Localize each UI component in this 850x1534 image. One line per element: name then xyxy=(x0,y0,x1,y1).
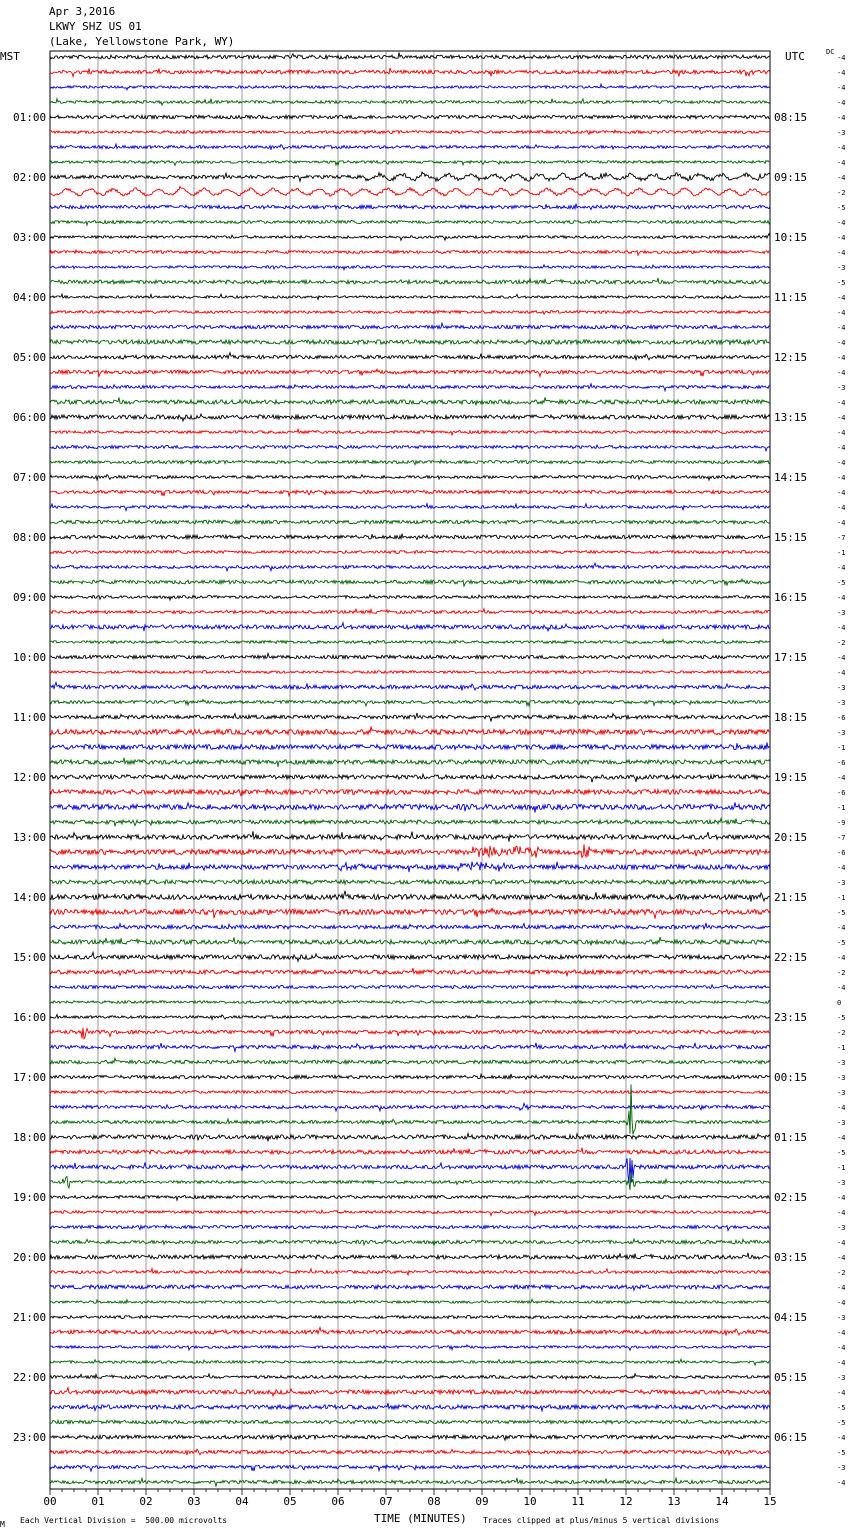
left-hour-label: 19:00 xyxy=(13,1191,47,1204)
dc-offset-label: -4 xyxy=(837,69,846,77)
trace-line xyxy=(50,1133,770,1141)
right-hour-label: 00:15 xyxy=(774,1071,808,1084)
right-hour-label: 03:15 xyxy=(774,1251,808,1264)
trace-line xyxy=(50,639,770,644)
dc-offset-label: -4 xyxy=(837,1239,846,1247)
trace-line xyxy=(50,1103,770,1111)
dc-offset-label: -4 xyxy=(837,1209,846,1217)
trace-line xyxy=(50,831,770,841)
trace-line xyxy=(50,278,770,284)
dc-offset-label: -4 xyxy=(837,294,846,302)
dc-offset-label: -4 xyxy=(837,564,846,572)
trace-line xyxy=(50,340,770,345)
trace-line xyxy=(50,802,770,812)
dc-offset-label: -5 xyxy=(837,1014,846,1022)
dc-offset-label: -1 xyxy=(837,744,846,752)
trace-line xyxy=(50,1239,770,1246)
dc-offset-label: -6 xyxy=(837,714,846,722)
dc-offset-label: -3 xyxy=(837,1464,846,1472)
trace-line xyxy=(50,682,770,690)
trace-line xyxy=(50,84,770,90)
trace-line xyxy=(50,1299,770,1303)
trace-line xyxy=(50,1374,770,1379)
dc-offset-label: -4 xyxy=(837,624,846,632)
dc-offset-label: -4 xyxy=(837,219,846,227)
trace-line xyxy=(50,520,770,524)
left-hour-label: 16:00 xyxy=(13,1011,47,1024)
right-hour-label: 06:15 xyxy=(774,1431,808,1444)
dc-offset-label: -1 xyxy=(837,1164,846,1172)
right-hour-label: 17:15 xyxy=(774,651,808,664)
dc-offset-label: -3 xyxy=(837,699,846,707)
trace-line xyxy=(50,1285,770,1290)
trace-line xyxy=(50,742,770,749)
x-tick-label: 03 xyxy=(187,1495,201,1508)
dc-offset-label: -4 xyxy=(837,354,846,362)
trace-line xyxy=(50,1449,770,1455)
x-tick-label: 00 xyxy=(43,1495,57,1508)
trace-line xyxy=(50,265,770,270)
right-hour-label: 18:15 xyxy=(774,711,808,724)
dc-offset-label: -3 xyxy=(837,1074,846,1082)
dc-offset-label: -4 xyxy=(837,459,846,467)
dc-offset-label: -6 xyxy=(837,759,846,767)
dc-offset-label: -1 xyxy=(837,549,846,557)
x-tick-label: 06 xyxy=(331,1495,345,1508)
clip-note: Traces clipped at plus/minus 5 vertical divisions xyxy=(483,1516,720,1525)
trace-line xyxy=(50,384,770,391)
x-tick-label: 11 xyxy=(571,1495,585,1508)
dc-offset-label: -4 xyxy=(837,654,846,662)
x-tick-label: 07 xyxy=(379,1495,393,1508)
trace-line xyxy=(50,774,770,782)
x-tick-label: 13 xyxy=(667,1495,681,1508)
dc-offset-label: -4 xyxy=(837,489,846,497)
dc-offset-label: -4 xyxy=(837,774,846,782)
dc-offset-label: -5 xyxy=(837,579,846,587)
left-hour-label: 15:00 xyxy=(13,951,47,964)
left-hour-label: 02:00 xyxy=(13,171,47,184)
trace-line xyxy=(50,985,770,989)
dc-offset-label: -5 xyxy=(837,939,846,947)
trace-line xyxy=(50,186,770,196)
dc-offset-label: -1 xyxy=(837,894,846,902)
dc-offset-label: -5 xyxy=(837,204,846,212)
trace-line xyxy=(50,99,770,106)
x-tick-label: 02 xyxy=(139,1495,153,1508)
trace-line xyxy=(50,1043,770,1052)
right-hour-label: 10:15 xyxy=(774,231,808,244)
trace-line xyxy=(50,1345,770,1350)
left-hour-label: 01:00 xyxy=(13,111,47,124)
left-hour-label: 08:00 xyxy=(13,531,47,544)
trace-line xyxy=(50,250,770,255)
trace-line xyxy=(50,130,770,134)
trace-line xyxy=(50,323,770,329)
dc-offset-label: -4 xyxy=(837,99,846,107)
trace-line xyxy=(50,172,770,181)
trace-line xyxy=(50,844,770,857)
trace-line xyxy=(50,700,770,706)
left-hour-label: 06:00 xyxy=(13,411,47,424)
dc-offset-label: -4 xyxy=(837,429,846,437)
trace-line xyxy=(50,563,770,571)
left-hour-label: 12:00 xyxy=(13,771,47,784)
dc-offset-label: -3 xyxy=(837,264,846,272)
left-hour-label: 03:00 xyxy=(13,231,47,244)
dc-offset-label: -4 xyxy=(837,1104,846,1112)
trace-line xyxy=(50,609,770,614)
left-hour-label: 22:00 xyxy=(13,1371,47,1384)
dc-offset-label: -4 xyxy=(837,1434,846,1442)
dc-offset-label: 0 xyxy=(837,999,842,1007)
trace-line xyxy=(50,1359,770,1365)
trace-line xyxy=(50,504,770,511)
right-hour-label: 13:15 xyxy=(774,411,808,424)
dc-offset-label: -4 xyxy=(837,234,846,242)
right-hour-label: 11:15 xyxy=(774,291,808,304)
dc-offset-label: -5 xyxy=(837,1404,846,1412)
right-hour-label: 16:15 xyxy=(774,591,808,604)
dc-offset-label: -4 xyxy=(837,1284,846,1292)
trace-line xyxy=(50,311,770,315)
trace-line xyxy=(50,204,770,210)
x-tick-label: 12 xyxy=(619,1495,633,1508)
trace-line xyxy=(50,475,770,481)
dc-offset-label: -6 xyxy=(837,849,846,857)
left-hour-label: 13:00 xyxy=(13,831,47,844)
trace-line xyxy=(50,534,770,540)
trace-line xyxy=(50,53,770,60)
dc-offset-label: -5 xyxy=(837,1419,846,1427)
right-hour-label: 12:15 xyxy=(774,351,808,364)
dc-offset-label: -9 xyxy=(837,819,846,827)
corner-mark: M xyxy=(0,1520,5,1529)
dc-offset-label: -4 xyxy=(837,1389,846,1397)
x-tick-label: 05 xyxy=(283,1495,297,1508)
dc-offset-label: -4 xyxy=(837,504,846,512)
left-hour-label: 17:00 xyxy=(13,1071,47,1084)
dc-offset-label: -3 xyxy=(837,1059,846,1067)
left-hour-label: 10:00 xyxy=(13,651,47,664)
trace-line xyxy=(50,1158,770,1183)
dc-offset-label: -5 xyxy=(837,1449,846,1457)
trace-line xyxy=(50,68,770,77)
dc-offset-label: -4 xyxy=(837,984,846,992)
trace-line xyxy=(50,1435,770,1441)
dc-offset-label: -3 xyxy=(837,684,846,692)
trace-line xyxy=(50,1253,770,1260)
trace-line xyxy=(50,1327,770,1335)
dc-offset-label: -4 xyxy=(837,324,846,332)
trace-line xyxy=(50,653,770,658)
trace-line xyxy=(50,1148,770,1154)
trace-line xyxy=(50,1196,770,1201)
trace-line xyxy=(50,1028,770,1039)
trace-line xyxy=(50,353,770,361)
trace-line xyxy=(50,862,770,872)
dc-offset-label: -3 xyxy=(837,1089,846,1097)
dc-offset-label: -4 xyxy=(837,1134,846,1142)
trace-line xyxy=(50,460,770,465)
dc-offset-label: -4 xyxy=(837,174,846,182)
trace-line xyxy=(50,1316,770,1319)
dc-offset-label: -3 xyxy=(837,1224,846,1232)
dc-offset-label: -3 xyxy=(837,1119,846,1127)
trace-line xyxy=(50,579,770,586)
dc-offset-label: -3 xyxy=(837,729,846,737)
trace-line xyxy=(50,713,770,722)
dc-offset-label: -6 xyxy=(837,789,846,797)
dc-offset-label: -4 xyxy=(837,1194,846,1202)
dc-offset-label: -4 xyxy=(837,159,846,167)
trace-line xyxy=(50,1015,770,1020)
x-axis-title: TIME (MINUTES) xyxy=(374,1512,467,1525)
dc-offset-label: -4 xyxy=(837,144,846,152)
dc-offset-label: -2 xyxy=(837,1269,846,1277)
trace-line xyxy=(50,429,770,435)
trace-line xyxy=(50,671,770,674)
trace-line xyxy=(50,115,770,119)
station-id: LKWY SHZ US 01 xyxy=(49,20,142,33)
trace-line xyxy=(50,818,770,826)
trace-line xyxy=(50,369,770,376)
trace-line xyxy=(50,144,770,150)
dc-offset-label: -4 xyxy=(837,84,846,92)
dc-offset-label: -3 xyxy=(837,1314,846,1322)
trace-line xyxy=(50,221,770,226)
trace-line xyxy=(50,551,770,554)
trace-line xyxy=(50,923,770,929)
trace-line xyxy=(50,1000,770,1004)
dc-offset-label: -7 xyxy=(837,834,846,842)
trace-line xyxy=(50,1058,770,1064)
trace-line xyxy=(50,1225,770,1231)
left-hour-label: 14:00 xyxy=(13,891,47,904)
trace-line xyxy=(50,294,770,299)
trace-line xyxy=(50,1173,770,1190)
x-tick-label: 08 xyxy=(427,1495,441,1508)
dc-offset-label: -5 xyxy=(837,279,846,287)
dc-offset-label: -4 xyxy=(837,594,846,602)
dc-offset-label: -4 xyxy=(837,519,846,527)
left-hour-label: 09:00 xyxy=(13,591,47,604)
dc-offset-label: -4 xyxy=(837,1299,846,1307)
dc-offset-label: -1 xyxy=(837,1044,846,1052)
dc-offset-label: -5 xyxy=(837,909,846,917)
dc-header: DC xyxy=(826,48,835,56)
dc-offset-label: -4 xyxy=(837,1344,846,1352)
x-tick-label: 15 xyxy=(763,1495,777,1508)
trace-line xyxy=(50,1420,770,1424)
right-hour-label: 15:15 xyxy=(774,531,808,544)
left-hour-label: 11:00 xyxy=(13,711,47,724)
trace-line xyxy=(50,891,770,902)
right-hour-label: 09:15 xyxy=(774,171,808,184)
dc-offset-label: -4 xyxy=(837,864,846,872)
dc-offset-label: -4 xyxy=(837,369,846,377)
trace-line xyxy=(50,758,770,767)
left-hour-label: 05:00 xyxy=(13,351,47,364)
trace-line xyxy=(50,445,770,451)
dc-offset-label: -4 xyxy=(837,1329,846,1337)
dc-offset-label: -2 xyxy=(837,189,846,197)
dc-offset-label: -4 xyxy=(837,399,846,407)
trace-line xyxy=(50,490,770,496)
trace-line xyxy=(50,880,770,884)
dc-offset-label: -3 xyxy=(837,1179,846,1187)
trace-line xyxy=(50,1465,770,1471)
right-hour-label: 02:15 xyxy=(774,1191,808,1204)
dc-offset-label: -4 xyxy=(837,669,846,677)
trace-line xyxy=(50,595,770,600)
dc-offset-label: -3 xyxy=(837,1374,846,1382)
right-hour-label: 19:15 xyxy=(774,771,808,784)
dc-offset-label: -4 xyxy=(837,309,846,317)
right-hour-label: 21:15 xyxy=(774,891,808,904)
dc-offset-label: -4 xyxy=(837,474,846,482)
left-timezone: MST xyxy=(0,50,20,63)
plot-date: Apr 3,2016 xyxy=(49,5,116,18)
dc-offset-label: -1 xyxy=(837,804,846,812)
dc-offset-label: -4 xyxy=(837,54,846,62)
trace-line xyxy=(50,1478,770,1486)
dc-offset-label: -3 xyxy=(837,129,846,137)
x-tick-label: 01 xyxy=(91,1495,105,1508)
right-hour-label: 20:15 xyxy=(774,831,808,844)
trace-line xyxy=(50,234,770,241)
dc-offset-label: -2 xyxy=(837,969,846,977)
right-hour-label: 01:15 xyxy=(774,1131,808,1144)
right-hour-label: 04:15 xyxy=(774,1311,808,1324)
dc-offset-label: -4 xyxy=(837,924,846,932)
trace-line xyxy=(50,623,770,631)
station-location: (Lake, Yellowstone Park, WY) xyxy=(49,35,235,48)
dc-offset-label: -4 xyxy=(837,414,846,422)
left-hour-label: 23:00 xyxy=(13,1431,47,1444)
left-hour-label: 07:00 xyxy=(13,471,47,484)
right-hour-label: 23:15 xyxy=(774,1011,808,1024)
dc-offset-label: -2 xyxy=(837,639,846,647)
trace-line xyxy=(50,1210,770,1215)
right-hour-label: 05:15 xyxy=(774,1371,808,1384)
right-hour-label: 14:15 xyxy=(774,471,808,484)
left-hour-label: 04:00 xyxy=(13,291,47,304)
x-tick-label: 14 xyxy=(715,1495,729,1508)
dc-offset-label: -4 xyxy=(837,444,846,452)
right-hour-label: 22:15 xyxy=(774,951,808,964)
x-tick-label: 04 xyxy=(235,1495,249,1508)
dc-offset-label: -4 xyxy=(837,1254,846,1262)
dc-offset-label: -4 xyxy=(837,339,846,347)
left-hour-label: 18:00 xyxy=(13,1131,47,1144)
dc-offset-label: -4 xyxy=(837,114,846,122)
dc-offset-label: -2 xyxy=(837,1029,846,1037)
x-tick-label: 10 xyxy=(523,1495,537,1508)
trace-line xyxy=(50,1074,770,1079)
trace-line xyxy=(50,908,770,919)
dc-offset-label: -4 xyxy=(837,1359,846,1367)
dc-offset-label: -5 xyxy=(837,1149,846,1157)
trace-line xyxy=(50,937,770,945)
trace-line xyxy=(50,1091,770,1094)
right-timezone: UTC xyxy=(785,50,805,63)
trace-line xyxy=(50,1388,770,1396)
trace-line xyxy=(50,726,770,736)
trace-line xyxy=(50,968,770,976)
trace-line xyxy=(50,1403,770,1412)
trace-line xyxy=(50,1269,770,1275)
dc-offset-label: -3 xyxy=(837,879,846,887)
trace-line xyxy=(50,789,770,796)
left-hour-label: 21:00 xyxy=(13,1311,47,1324)
trace-line xyxy=(50,952,770,961)
dc-offset-label: -4 xyxy=(837,954,846,962)
dc-offset-label: -3 xyxy=(837,609,846,617)
division-note: Each Vertical Division = 500.00 microvolts xyxy=(20,1516,228,1525)
dc-offset-label: -3 xyxy=(837,384,846,392)
trace-line xyxy=(50,414,770,421)
left-hour-label: 20:00 xyxy=(13,1251,47,1264)
dc-offset-label: -7 xyxy=(837,534,846,542)
trace-line xyxy=(50,161,770,166)
right-hour-label: 08:15 xyxy=(774,111,808,124)
x-tick-label: 09 xyxy=(475,1495,489,1508)
trace-line xyxy=(50,397,770,405)
dc-offset-label: -4 xyxy=(837,249,846,257)
dc-offset-label: -4 xyxy=(837,1479,846,1487)
